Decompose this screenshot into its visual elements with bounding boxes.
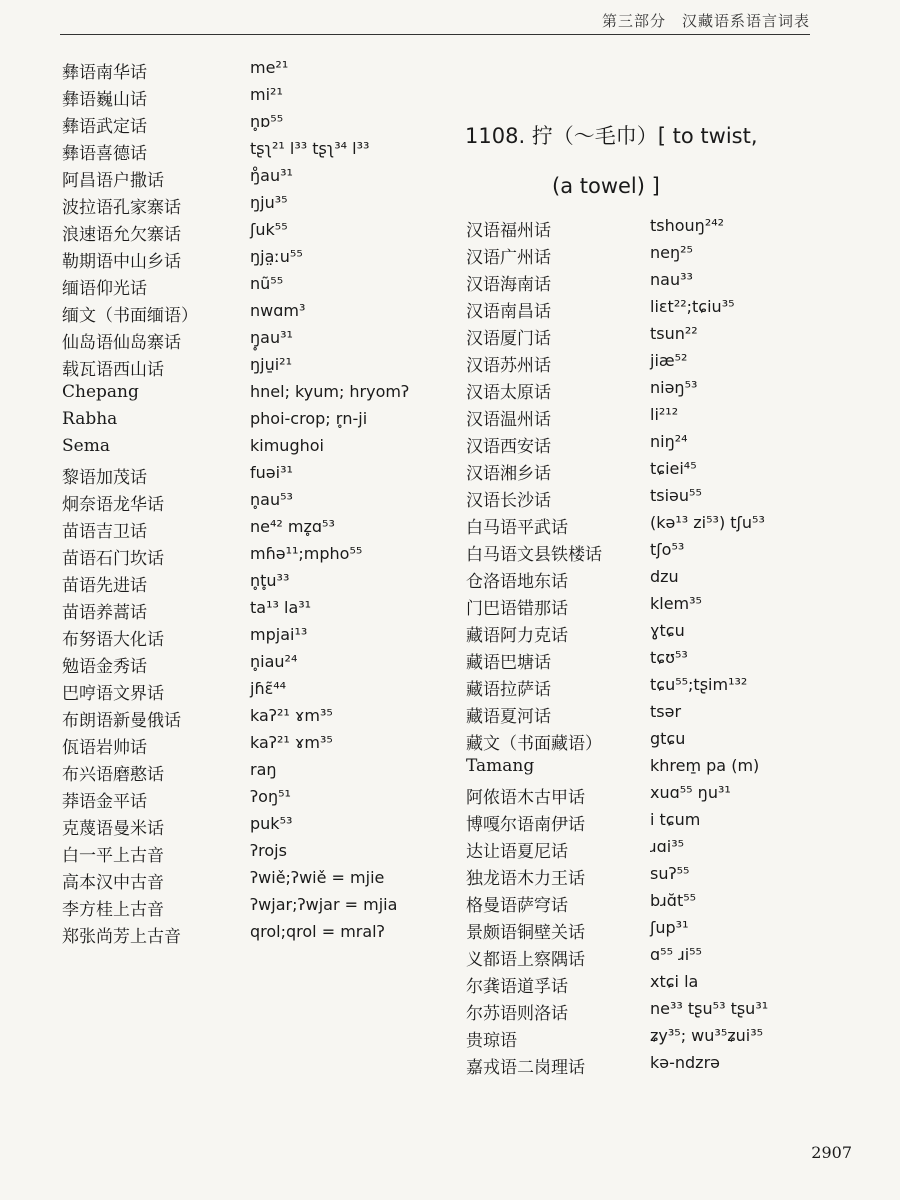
language-name: 白马语平武话	[466, 518, 568, 538]
word-form: jiæ⁵²	[650, 351, 688, 370]
list-item	[62, 166, 293, 191]
language-name: 勒期语中山乡话	[62, 252, 181, 272]
word-form: tʃo⁵³	[650, 540, 685, 559]
word-form: tɕiei⁴⁵	[650, 459, 697, 478]
language-name: 高本汉中古音	[62, 873, 164, 893]
word-form: dzu	[650, 567, 679, 586]
list-item	[466, 621, 685, 646]
language-name: 汉语西安话	[466, 437, 551, 457]
list-item	[62, 814, 293, 839]
list-item	[466, 297, 735, 322]
language-name: 汉语福州话	[466, 221, 551, 241]
list-item	[62, 139, 370, 164]
word-form: suʔ⁵⁵	[650, 864, 690, 883]
list-item	[466, 972, 699, 997]
language-name: 李方桂上古音	[62, 900, 164, 920]
word-form: ɹɑi³⁵	[650, 837, 685, 856]
list-item	[62, 517, 335, 542]
word-form: mɦə¹¹;mpho⁵⁵	[250, 544, 363, 563]
list-item	[466, 945, 702, 970]
list-item	[466, 405, 679, 430]
word-form: fuəi³¹	[250, 463, 293, 482]
word-form: ʑy³⁵; wu³⁵ʑui³⁵	[650, 1026, 764, 1045]
list-item	[62, 841, 287, 866]
list-item	[62, 355, 292, 380]
word-form: ʔrojs	[250, 841, 287, 860]
list-item	[62, 922, 385, 947]
list-item	[62, 247, 303, 272]
word-form: tsiəu⁵⁵	[650, 486, 702, 505]
word-form: ʔwiě;ʔwiě = mjie	[250, 868, 385, 887]
language-name: 藏语夏河话	[466, 707, 551, 727]
entry-title-line2: (a towel) ]	[552, 174, 660, 198]
language-name: 藏语阿力克话	[466, 626, 568, 646]
word-form: kaʔ²¹ ɤm³⁵	[250, 706, 333, 725]
word-form: nwɑm³	[250, 301, 306, 320]
language-name: 郑张尚芳上古音	[62, 927, 181, 947]
language-name: 苗语养蒿话	[62, 603, 147, 623]
word-form: n̥iau²⁴	[250, 652, 298, 671]
list-item	[466, 675, 748, 700]
word-form: ʔoŋ⁵¹	[250, 787, 291, 806]
language-name: 阿侬语木古甲话	[466, 788, 585, 808]
word-form: (kə¹³ zi⁵³) tʃu⁵³	[650, 513, 765, 532]
list-item	[466, 270, 693, 295]
list-item	[62, 193, 288, 218]
list-item	[466, 837, 685, 862]
word-form: ne⁴² mz̥ɑ⁵³	[250, 517, 335, 536]
word-form: li²¹²	[650, 405, 679, 424]
word-form: n̥au⁵³	[250, 490, 293, 509]
list-item	[62, 490, 293, 515]
word-form: khrem̱ pa (m)	[650, 756, 760, 775]
language-name: 仓洛语地东话	[466, 572, 568, 592]
word-form: gtɕu	[650, 729, 686, 748]
word-form: kə-ndzrə	[650, 1053, 720, 1072]
word-form: phoi-crop; r̥n-ji	[250, 409, 368, 428]
language-name: 尔龚语道孚话	[466, 977, 568, 997]
list-item	[62, 544, 363, 569]
list-item	[62, 598, 312, 623]
word-form: n̥t̥u³³	[250, 571, 290, 590]
list-item	[62, 625, 308, 650]
language-name: 达让语夏尼话	[466, 842, 568, 862]
word-form: nũ⁵⁵	[250, 274, 284, 293]
language-name: 格曼语萨穹话	[466, 896, 568, 916]
word-form: ne³³ tʂu⁵³ tʂu³¹	[650, 999, 769, 1018]
word-form: ta¹³ la³¹	[250, 598, 312, 617]
list-item	[466, 378, 698, 403]
list-item	[466, 783, 731, 808]
language-name: 仙岛语仙岛寨话	[62, 333, 181, 353]
list-item	[62, 436, 324, 456]
list-item	[62, 787, 291, 812]
list-item	[62, 409, 368, 429]
list-item	[62, 382, 410, 402]
language-name: 藏文（书面藏语）	[466, 734, 602, 754]
word-form: jɦɛ̃⁴⁴	[250, 679, 287, 698]
language-name: 波拉语孔家寨话	[62, 198, 181, 218]
list-item	[466, 594, 702, 619]
language-name: 藏语拉萨话	[466, 680, 551, 700]
word-form: tɕu⁵⁵;tʂim¹³²	[650, 675, 748, 694]
language-name: 勉语金秀话	[62, 657, 147, 677]
language-name: 彝语南华话	[62, 63, 147, 83]
list-item	[466, 702, 682, 727]
list-item	[62, 760, 277, 785]
list-item	[62, 112, 284, 137]
list-item	[466, 324, 698, 349]
word-form: hnel; kyum; hryomʔ	[250, 382, 410, 401]
list-item	[62, 571, 290, 596]
language-name: 汉语厦门话	[466, 329, 551, 349]
list-item	[466, 459, 697, 484]
word-form: tsun²²	[650, 324, 698, 343]
language-name: Rabha	[62, 409, 118, 429]
language-name: Tamang	[466, 756, 535, 776]
word-form: liɛt²²;tɕiu³⁵	[650, 297, 735, 316]
language-name: 彝语武定话	[62, 117, 147, 137]
language-name: 博嘎尔语南伊话	[466, 815, 585, 835]
list-item	[62, 868, 385, 893]
list-item	[62, 706, 333, 731]
word-form: klem³⁵	[650, 594, 702, 613]
language-name: 巴哼语文界话	[62, 684, 164, 704]
word-form: me²¹	[250, 58, 289, 77]
language-name: Chepang	[62, 382, 139, 402]
language-name: 布兴语磨憨话	[62, 765, 164, 785]
list-item	[466, 864, 690, 889]
word-form: mpjai¹³	[250, 625, 308, 644]
word-form: ŋ̥au³¹	[250, 328, 293, 347]
list-item	[466, 1026, 764, 1051]
list-item	[466, 351, 688, 376]
list-item	[466, 810, 701, 835]
language-name: 汉语长沙话	[466, 491, 551, 511]
list-item	[62, 733, 333, 758]
language-name: 汉语广州话	[466, 248, 551, 268]
word-form: niŋ²⁴	[650, 432, 688, 451]
language-name: 嘉戎语二岗理话	[466, 1058, 585, 1078]
language-name: 尔苏语则洛话	[466, 1004, 568, 1024]
language-name: 缅语仰光话	[62, 279, 147, 299]
language-name: 义都语上察隅话	[466, 950, 585, 970]
list-item	[62, 220, 288, 245]
language-name: 炯奈语龙华话	[62, 495, 164, 515]
list-item	[466, 891, 697, 916]
word-form: xtɕi la	[650, 972, 699, 991]
language-name: 汉语湘乡话	[466, 464, 551, 484]
word-form: ʃuk⁵⁵	[250, 220, 288, 239]
list-item	[466, 729, 686, 754]
word-form: ʔwjar;ʔwjar = mjia	[250, 895, 398, 914]
word-form: neŋ²⁵	[650, 243, 693, 262]
word-form: n̥ɒ⁵⁵	[250, 112, 284, 131]
list-item	[62, 895, 398, 920]
language-name: 苗语吉卫话	[62, 522, 147, 542]
list-item	[466, 513, 765, 538]
language-name: 汉语海南话	[466, 275, 551, 295]
word-form: tsər	[650, 702, 682, 721]
list-item	[62, 463, 293, 488]
word-form: kaʔ²¹ ɤm³⁵	[250, 733, 333, 752]
language-name: 贵琼语	[466, 1031, 517, 1051]
language-name: 莽语金平话	[62, 792, 147, 812]
language-name: 汉语南昌话	[466, 302, 551, 322]
list-item	[466, 999, 769, 1024]
list-item	[466, 540, 685, 565]
language-name: Sema	[62, 436, 110, 456]
page-header	[60, 8, 810, 35]
language-name: 阿昌语户撒话	[62, 171, 164, 191]
language-name: 苗语石门坎话	[62, 549, 164, 569]
word-form: raŋ	[250, 760, 277, 779]
word-form: ŋ̊au³¹	[250, 166, 293, 185]
language-name: 浪速语允欠寨话	[62, 225, 181, 245]
word-form: nau³³	[650, 270, 693, 289]
entry-title-line1: 1108. 拧（～毛巾）[ to twist,	[465, 124, 758, 148]
language-name: 白马语文县铁楼话	[466, 545, 602, 565]
list-item	[466, 567, 679, 592]
language-name: 景颇语铜壁关话	[466, 923, 585, 943]
list-item	[466, 1053, 720, 1078]
language-name: 汉语苏州话	[466, 356, 551, 376]
list-item	[466, 918, 689, 943]
word-form: i tɕum	[650, 810, 701, 829]
language-name: 苗语先进话	[62, 576, 147, 596]
word-form: ŋju³⁵	[250, 193, 288, 212]
list-item	[466, 648, 688, 673]
word-form: puk⁵³	[250, 814, 293, 833]
language-name: 藏语巴塘话	[466, 653, 551, 673]
word-form: ŋju̱i²¹	[250, 355, 292, 374]
language-name: 载瓦语西山话	[62, 360, 164, 380]
list-item	[62, 58, 289, 83]
language-name: 佤语岩帅话	[62, 738, 147, 758]
word-form: kimughoi	[250, 436, 324, 455]
list-item	[62, 85, 283, 110]
word-form: ɑ⁵⁵ ɹi⁵⁵	[650, 945, 702, 964]
list-item	[466, 216, 725, 241]
language-name: 克蔑语曼米话	[62, 819, 164, 839]
word-form: ɣtɕu	[650, 621, 685, 640]
language-name: 布朗语新曼俄话	[62, 711, 181, 731]
list-item	[62, 274, 284, 299]
word-form: xuɑ⁵⁵ ŋu³¹	[650, 783, 731, 802]
language-name: 独龙语木力王话	[466, 869, 585, 889]
word-form: mi²¹	[250, 85, 283, 104]
language-name: 布努语大化话	[62, 630, 164, 650]
word-form: tɕʊ⁵³	[650, 648, 688, 667]
word-form: ŋja̤ːu⁵⁵	[250, 247, 303, 266]
list-item	[62, 679, 287, 704]
language-name: 汉语太原话	[466, 383, 551, 403]
language-name: 彝语巍山话	[62, 90, 147, 110]
language-name: 白一平上古音	[62, 846, 164, 866]
list-item	[466, 432, 688, 457]
word-form: ʃup³¹	[650, 918, 689, 937]
list-item	[466, 486, 702, 511]
word-form: niəŋ⁵³	[650, 378, 698, 397]
word-form: bɹɑ̆t⁵⁵	[650, 891, 697, 910]
language-name: 彝语喜德话	[62, 144, 147, 164]
word-form: qrol;qrol = mralʔ	[250, 922, 385, 941]
list-item	[466, 756, 760, 776]
list-item	[62, 301, 306, 326]
language-name: 缅文（书面缅语）	[62, 306, 198, 326]
word-form: tʂʅ²¹ l³³ tʂʅ³⁴ l³³	[250, 139, 370, 158]
language-name: 门巴语错那话	[466, 599, 568, 619]
header-title: 第三部分 汉藏语系语言词表	[601, 12, 810, 30]
word-form: tshouŋ²⁴²	[650, 216, 725, 235]
list-item	[62, 328, 293, 353]
list-item	[62, 652, 298, 677]
page-number: 2907	[811, 1143, 852, 1162]
language-name: 黎语加茂话	[62, 468, 147, 488]
list-item	[466, 243, 693, 268]
language-name: 汉语温州话	[466, 410, 551, 430]
